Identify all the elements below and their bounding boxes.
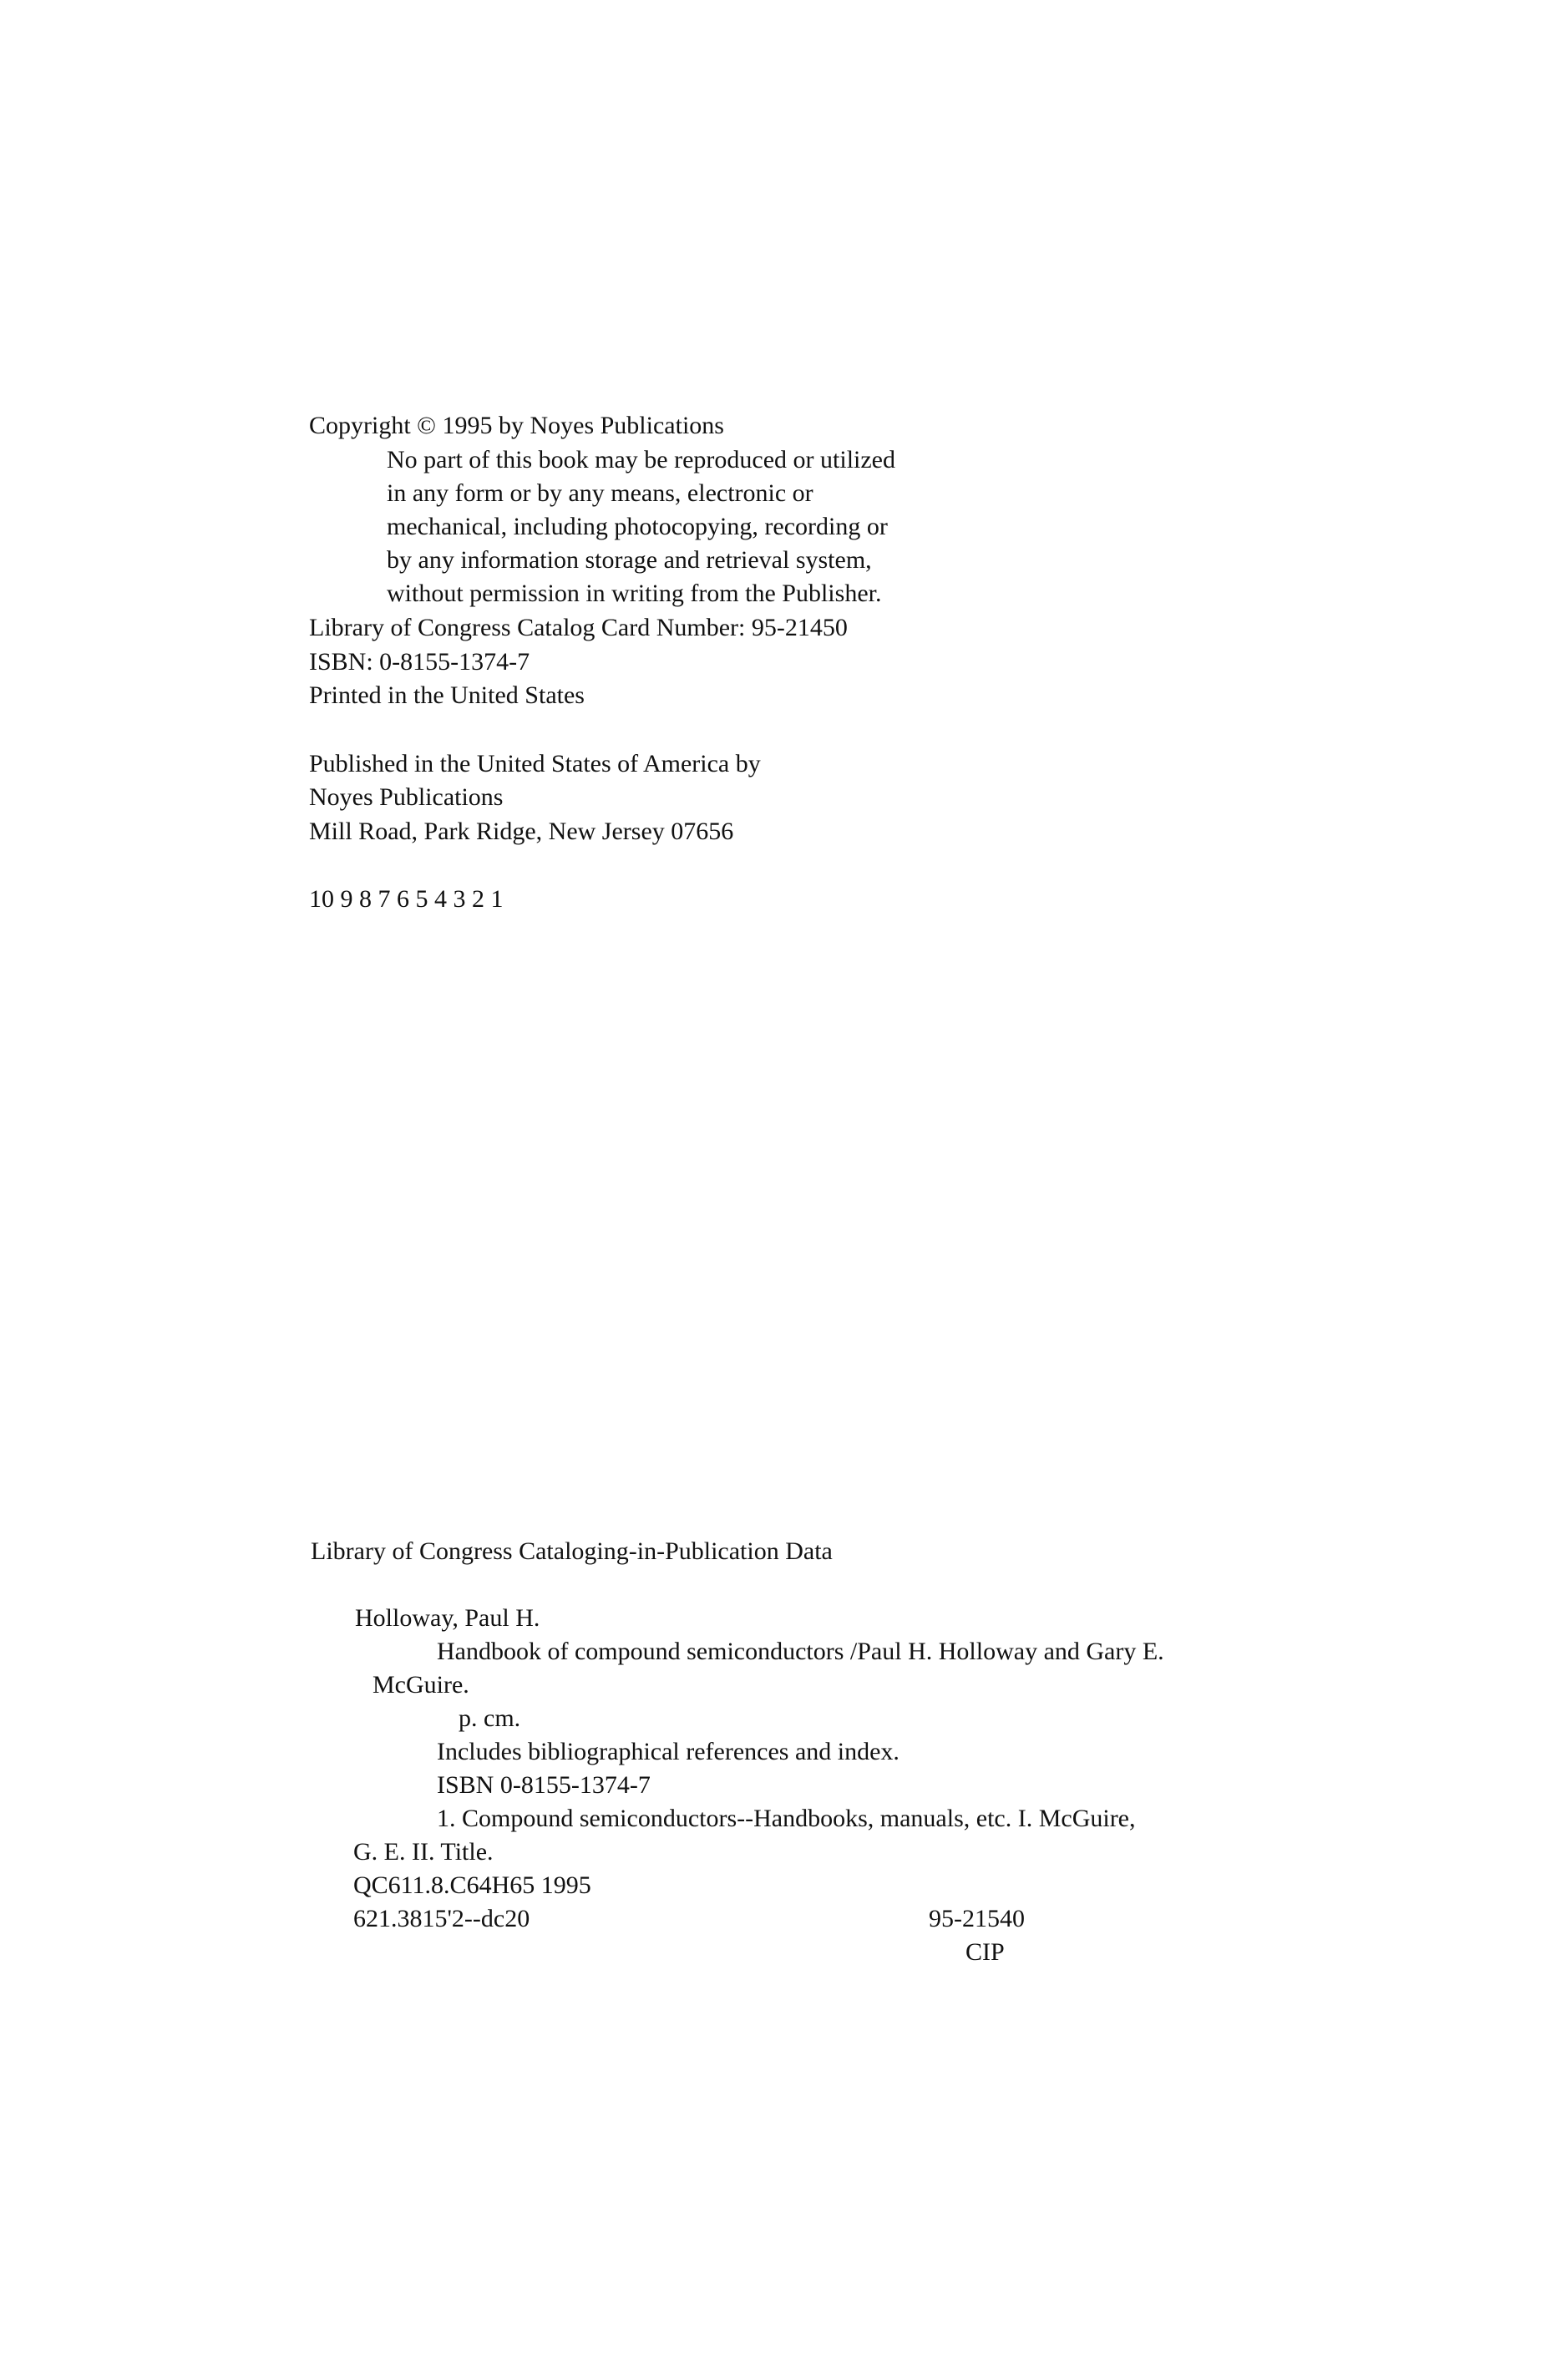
cip-lc-call-number: QC611.8.C64H65 1995 bbox=[353, 1871, 591, 1899]
printed-line: Printed in the United States bbox=[309, 681, 585, 709]
publisher-line-2: Noyes Publications bbox=[309, 783, 504, 811]
cip-title-line-2: McGuire. bbox=[372, 1671, 469, 1699]
cip-heading: Library of Congress Cataloging-in-Publication Data bbox=[311, 1537, 833, 1565]
cip-dewey-number: 621.3815'2--dc20 bbox=[353, 1905, 530, 1932]
cip-card-number: 95-21540 bbox=[929, 1905, 1025, 1932]
cip-bibliography: Includes bibliographical references and index. bbox=[437, 1738, 900, 1765]
cip-subjects-line-1: 1. Compound semiconductors--Handbooks, manuals, etc. I. McGuire, bbox=[437, 1805, 1136, 1832]
copyright-heading: Copyright © 1995 by Noyes Publications bbox=[309, 412, 724, 439]
cip-mark: CIP bbox=[965, 1938, 1005, 1966]
printing-line: 10 9 8 7 6 5 4 3 2 1 bbox=[309, 885, 504, 913]
publisher-line-1: Published in the United States of America by bbox=[309, 750, 761, 777]
cip-isbn: ISBN 0-8155-1374-7 bbox=[437, 1771, 651, 1799]
publisher-address: Mill Road, Park Ridge, New Jersey 07656 bbox=[309, 818, 734, 845]
rights-line-5: without permission in writing from the Publisher. bbox=[387, 580, 882, 607]
rights-line-1: No part of this book may be reproduced or utilized bbox=[387, 446, 895, 473]
cip-pagination: p. cm. bbox=[459, 1704, 521, 1732]
cip-subjects-line-2: G. E. II. Title. bbox=[353, 1838, 494, 1866]
lccn-line: Library of Congress Catalog Card Number: 95-21450 bbox=[309, 614, 848, 641]
rights-line-2: in any form or by any means, electronic or bbox=[387, 479, 813, 507]
rights-line-4: by any information storage and retrieval system, bbox=[387, 546, 872, 574]
isbn-line: ISBN: 0-8155-1374-7 bbox=[309, 648, 530, 676]
rights-line-3: mechanical, including photocopying, recording or bbox=[387, 513, 888, 540]
cip-title-line-1: Handbook of compound semiconductors /Paul H. Holloway and Gary E. bbox=[437, 1638, 1164, 1665]
cip-author: Holloway, Paul H. bbox=[355, 1604, 540, 1632]
